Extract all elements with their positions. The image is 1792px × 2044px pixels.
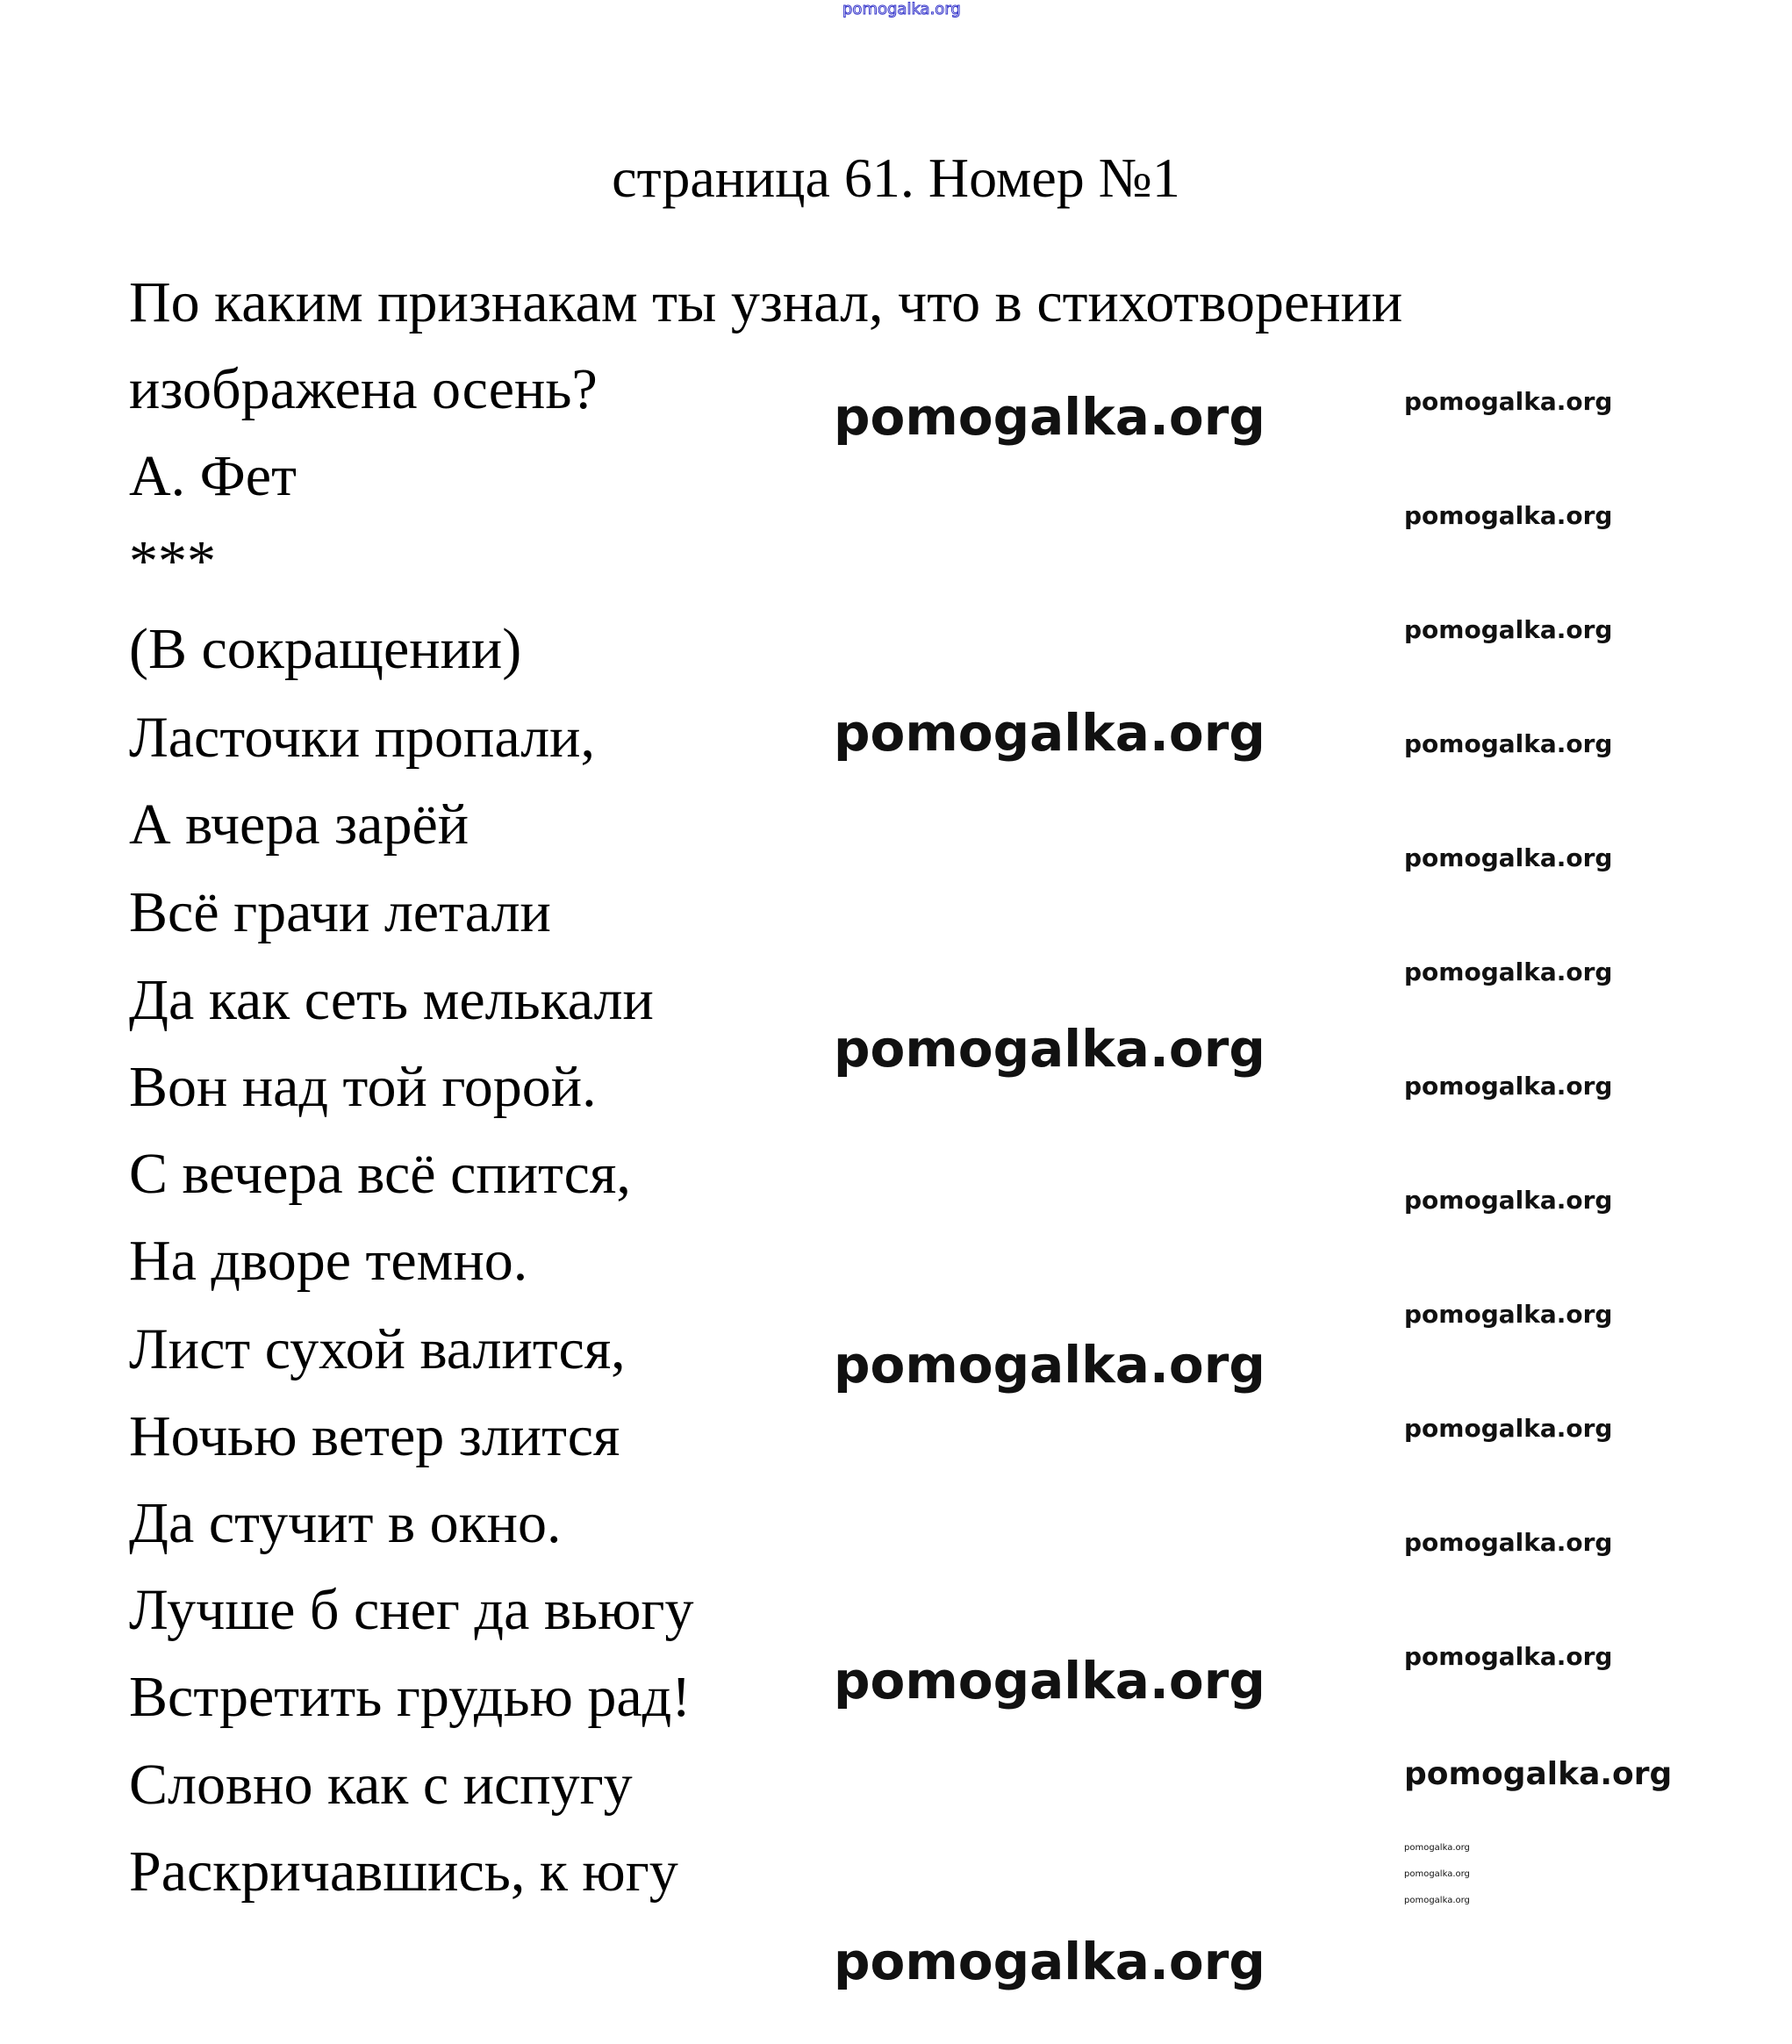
poem-line: Словно как с испугу [129, 1753, 633, 1817]
watermark: pomogalka.org [834, 1019, 1265, 1079]
poem-note: (В сокращении) [129, 617, 522, 681]
watermark: pomogalka.org [1404, 1414, 1613, 1443]
watermark: pomogalka.org [1404, 843, 1613, 872]
watermark: pomogalka.org [1404, 501, 1613, 530]
poem-line: Ласточки пропали, [129, 706, 595, 770]
poem-line: С вечера всё спится, [129, 1142, 631, 1206]
watermark: pomogalka.org [1404, 387, 1613, 416]
watermark: pomogalka.org [1404, 1642, 1613, 1671]
watermark: pomogalka.org [1404, 1756, 1673, 1792]
watermark: pomogalka.org [834, 387, 1265, 447]
watermark: pomogalka.org [1404, 1843, 1470, 1853]
watermark: pomogalka.org [834, 1335, 1265, 1395]
watermark: pomogalka.org [1404, 1072, 1613, 1101]
poem-line: А вчера зарёй [129, 792, 470, 857]
poem-line: Всё грачи летали [129, 880, 551, 944]
question-line-1: По каким признакам ты узнал, что в стихотворении [129, 270, 1403, 334]
page-title: страница 61. Номер №1 [612, 147, 1180, 209]
question-line-2: изображена осень? [129, 357, 598, 421]
poem-author: А. Фет [129, 444, 297, 508]
watermark: pomogalka.org [1404, 1896, 1470, 1905]
watermark: pomogalka.org [834, 1651, 1265, 1711]
poem-asterisks: *** [129, 529, 216, 593]
poem-line: Раскричавшись, к югу [129, 1840, 678, 1904]
poem-line: Лист сухой валится, [129, 1317, 626, 1381]
watermark: pomogalka.org [1404, 1869, 1470, 1879]
watermark: pomogalka.org [1404, 1186, 1613, 1215]
watermark-top: pomogalka.org [842, 0, 961, 18]
poem-line: Да как сеть мелькали [129, 968, 654, 1032]
poem-line: Да стучит в окно. [129, 1491, 562, 1555]
watermark: pomogalka.org [1404, 1300, 1613, 1329]
poem-line: Встретить грудью рад! [129, 1665, 692, 1729]
watermark: pomogalka.org [1404, 1528, 1613, 1557]
poem-line: Ночью ветер злится [129, 1404, 620, 1468]
watermark: pomogalka.org [834, 1932, 1265, 1991]
watermark: pomogalka.org [834, 703, 1265, 763]
poem-line: На дворе темно. [129, 1229, 528, 1293]
poem-line: Вон над той горой. [129, 1055, 597, 1119]
watermark: pomogalka.org [1404, 729, 1613, 758]
watermark: pomogalka.org [1404, 957, 1613, 986]
poem-line: Лучше б снег да вьюгу [129, 1578, 694, 1642]
watermark: pomogalka.org [1404, 615, 1613, 644]
